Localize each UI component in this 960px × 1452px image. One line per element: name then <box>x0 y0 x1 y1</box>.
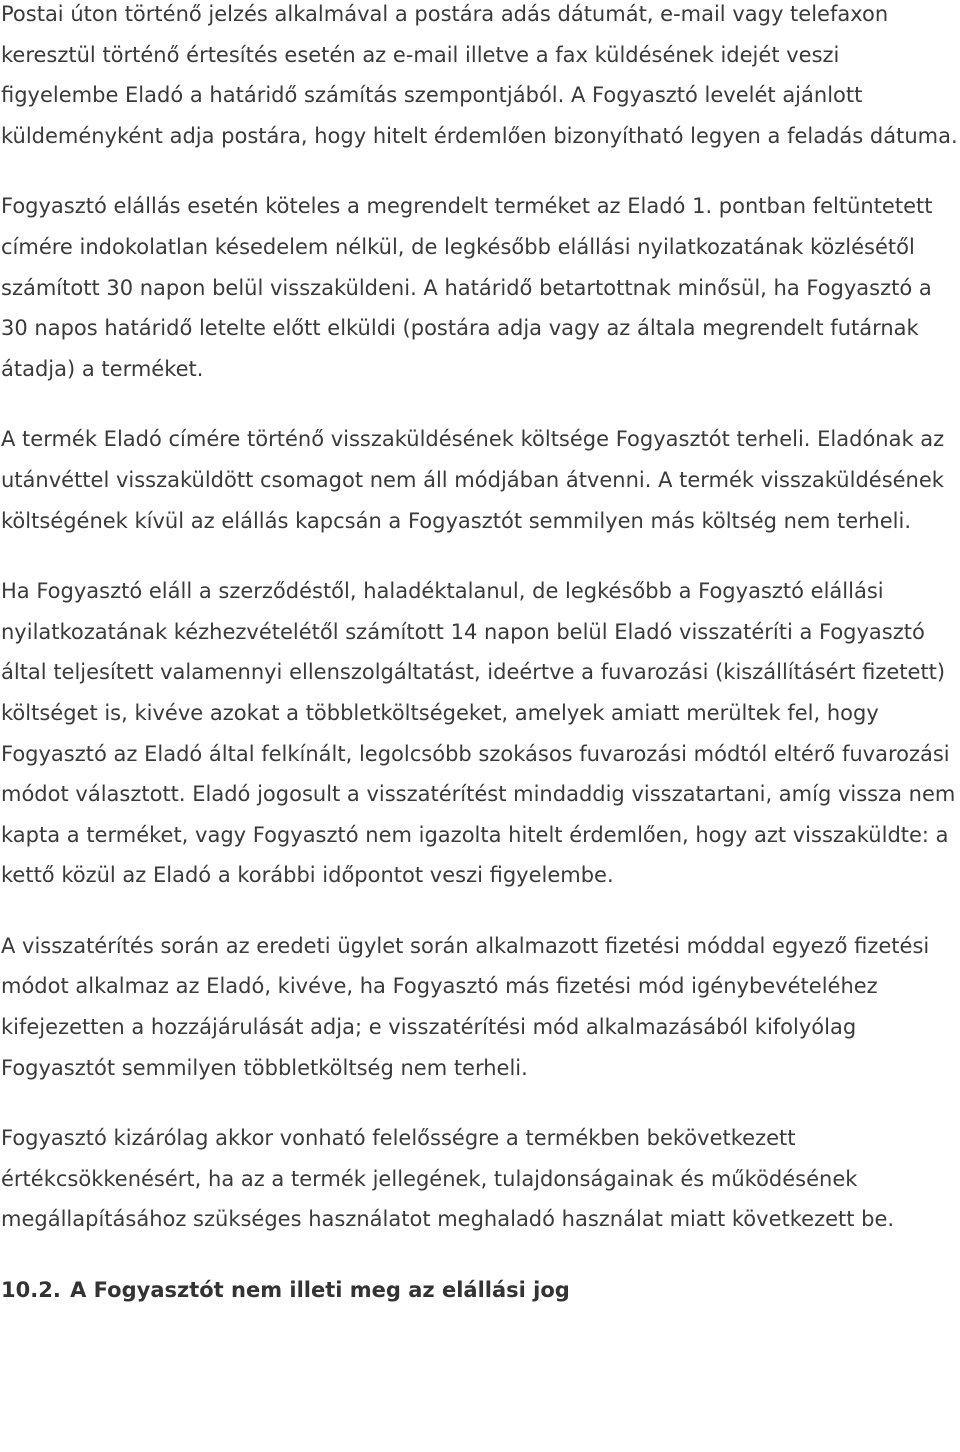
section-number: 10.2. <box>1 1278 61 1303</box>
paragraph-return-cost: A termék Eladó címére történő visszaküldésének költsége Fogyasztót terheli. Eladónak az utánvéttel visszaküldött csomagot nem áll módjában átvenni. A termék visszaküldésének költségének kívül az elállás kapcsán a Fogyasztót semmilyen más költség nem terheli. <box>1 427 945 533</box>
section-heading <box>1 1270 958 1311</box>
paragraph-refund-method: A visszatérítés során az eredeti ügylet során alkalmazott fizetési móddal egyező fizetési módot alkalmaz az Eladó, kivéve, ha Fogyasztó más fizetési mód igénybevételéhez kifejezetten a hozzájárulását adja; e visszatérítési mód alkalmazásából kifolyólag Fogyasztót semmilyen többletköltség nem terheli. <box>1 933 930 1080</box>
paragraph-refund: Ha Fogyasztó eláll a szerződéstől, haladéktalanul, de legkésőbb a Fogyasztó elállási nyilatkozatának kézhezvételétől számított 14 napon belül Eladó visszatéríti a Fogyasztó által teljesített valamennyi ellenszolgáltatást, ideértve a fuvarozási (kiszállításért fizetett) költséget is, kivéve azokat a többletköltségeket, amelyek amiatt merültek fel, hogy Fogyasztó az Eladó által felkínált, legolcsóbb szokásos fuvarozási módtól eltérő fuvarozási módot választott. Eladó jogosult a visszatérítést mindaddig visszatartani, amíg vissza nem kapta a terméket, vagy Fogyasztó nem igazolta hitelt érdemlően, hogy azt visszaküldte: a kettő közül az Eladó a korábbi időpontot veszi figyelembe. <box>1 579 956 888</box>
paragraph-postal-notice: Postai úton történő jelzés alkalmával a postára adás dátumát, e-mail vagy telefaxon keresztül történő értesítés esetén az e-mail illetve a fax küldésének idejét veszi figyelembe Eladó a határidő számítás szempontjából. A Fogyasztó levelét ajánlott küldeményként adja postára, hogy hitelt érdemlően bizonyítható legyen a feladás dátuma. <box>1 2 958 148</box>
section-title: A Fogyasztót nem illeti meg az elállási jog <box>70 1278 570 1303</box>
paragraph-return-obligation: Fogyasztó elállás esetén köteles a megrendelt terméket az Eladó 1. pontban feltüntetett címére indokolatlan késedelem nélkül, de legkésőbb elállási nyilatkozatának közlésétől számított 30 napon belül visszaküldeni. A határidő betartottnak minősül, ha Fogyasztó a 30 napos határidő letelte előtt elküldi (postára adja vagy az általa megrendelt futárnak átadja) a terméket. <box>1 194 933 381</box>
paragraph-liability: Fogyasztó kizárólag akkor vonható felelősségre a termékben bekövetkezett értékcsökkenésért, ha az a termék jellegének, tulajdonságainak és működésének megállapításához szükséges használatot meghaladó használat miatt következett be. <box>1 1126 895 1232</box>
